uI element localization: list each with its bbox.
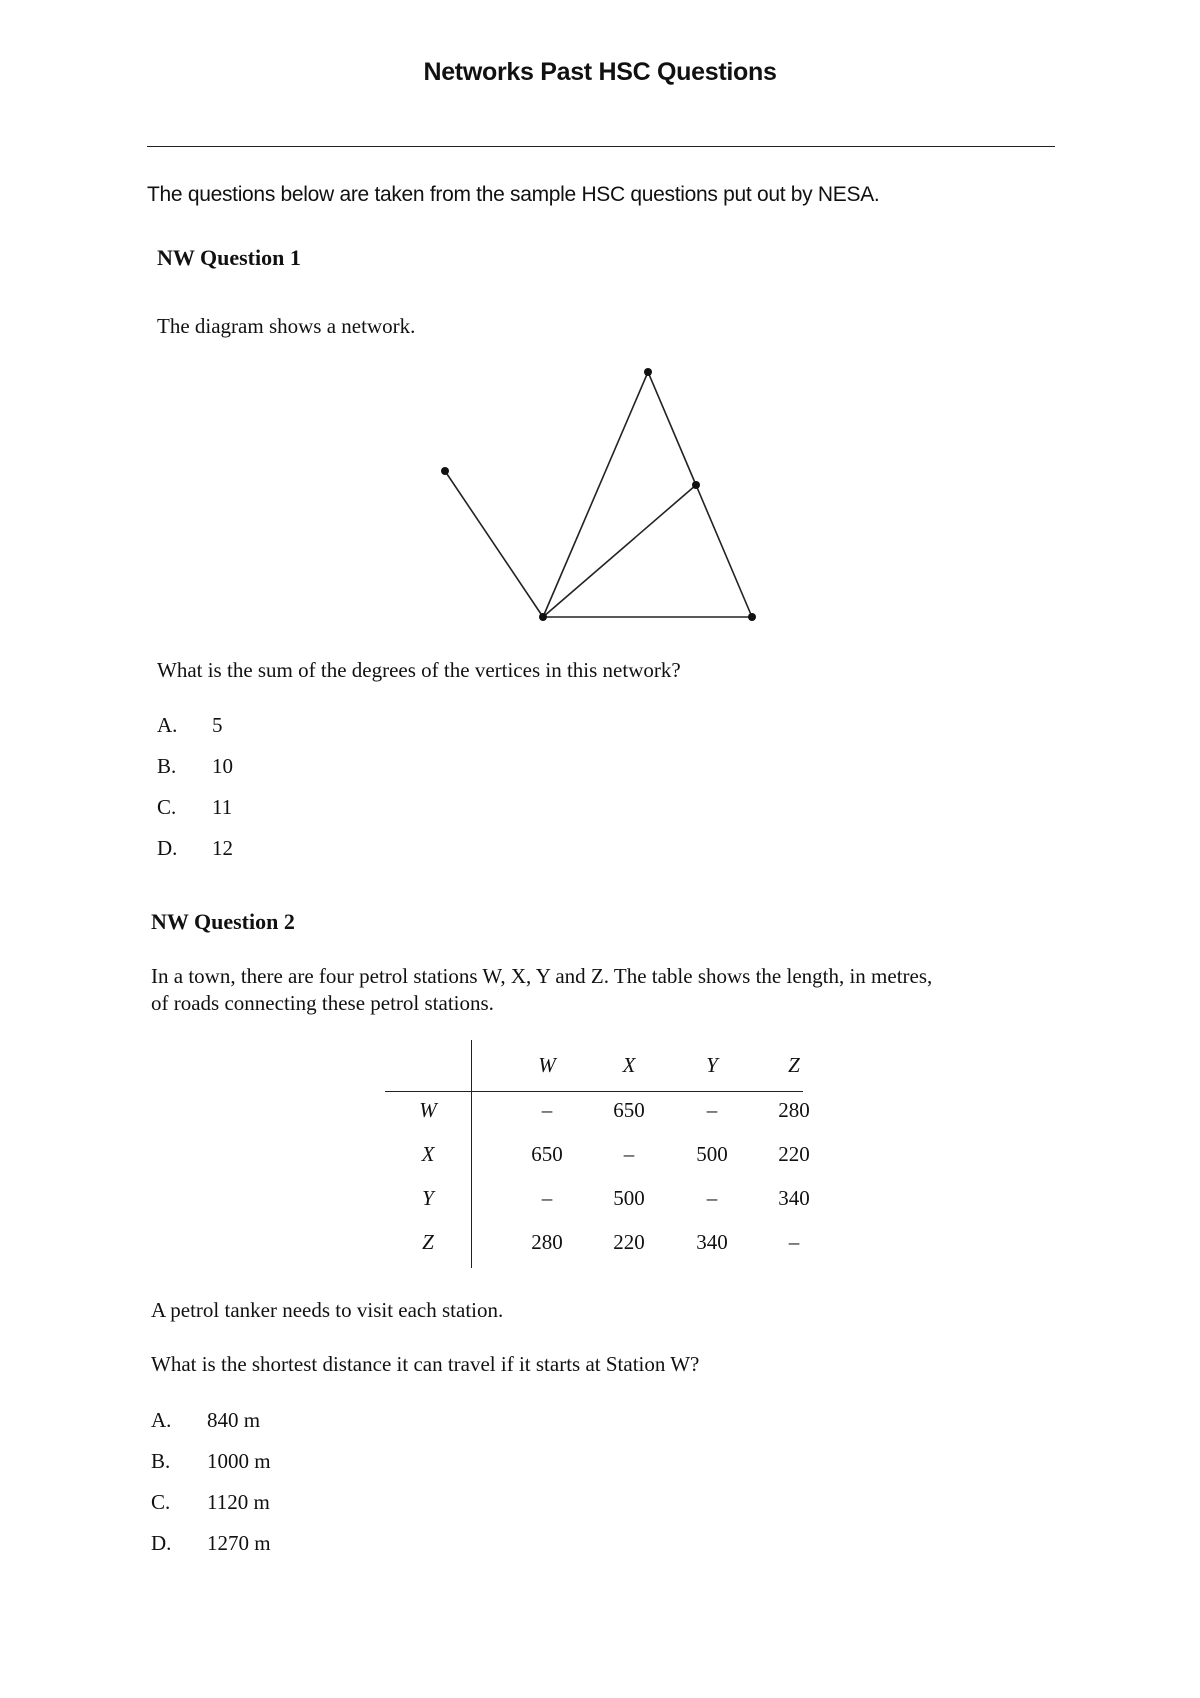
table-vertical-rule <box>471 1040 472 1268</box>
table-cell: – <box>706 1098 718 1122</box>
q2-option-b[interactable] <box>151 1449 331 1479</box>
row-header-x: X <box>421 1142 435 1166</box>
table-cell: – <box>541 1098 553 1122</box>
option-value: 1120 m <box>207 1490 270 1514</box>
q1-option-a[interactable] <box>157 713 277 743</box>
option-letter: B. <box>157 754 177 778</box>
option-value: 840 m <box>207 1408 261 1432</box>
table-cell: 650 <box>613 1098 645 1122</box>
q1-text: The diagram shows a network. <box>157 314 416 338</box>
option-value: 12 <box>212 836 233 860</box>
q2-question: What is the shortest distance it can travel if it starts at Station W? <box>151 1352 700 1376</box>
q2-text-line1: In a town, there are four petrol stations W, X, Y and Z. The table shows the length, in metres, <box>151 964 933 988</box>
table-cell: 650 <box>531 1142 563 1166</box>
option-letter: A. <box>157 713 178 737</box>
q1-option-b[interactable] <box>157 754 277 784</box>
table-cell: 280 <box>778 1098 810 1122</box>
option-letter: D. <box>151 1531 172 1555</box>
title-divider <box>147 146 1055 147</box>
q2-option-c[interactable] <box>151 1490 331 1520</box>
table-cell: – <box>541 1186 553 1210</box>
network-vertex <box>644 368 652 376</box>
network-edge <box>445 471 543 617</box>
q1-heading: NW Question 1 <box>157 245 301 270</box>
distance-table <box>385 1040 810 1270</box>
table-cell: – <box>706 1186 718 1210</box>
network-vertex <box>692 481 700 489</box>
network-edge <box>696 485 752 617</box>
table-cell: 280 <box>531 1230 563 1254</box>
q1-option-c[interactable] <box>157 795 277 825</box>
table-cell: 340 <box>696 1230 728 1254</box>
table-cell: 340 <box>778 1186 810 1210</box>
intro-text: The questions below are taken from the sample HSC questions put out by NESA. <box>147 183 880 206</box>
network-edge <box>648 372 696 485</box>
row-header-z: Z <box>422 1230 434 1254</box>
option-value: 1270 m <box>207 1531 271 1555</box>
col-header-x: X <box>622 1053 636 1077</box>
option-letter: C. <box>151 1490 171 1514</box>
network-vertex <box>748 613 756 621</box>
option-letter: A. <box>151 1408 172 1432</box>
q2-text-line2: of roads connecting these petrol stations. <box>151 991 494 1015</box>
table-cell: 220 <box>613 1230 645 1254</box>
col-header-z: Z <box>788 1053 800 1077</box>
option-value: 10 <box>212 754 233 778</box>
q2-option-a[interactable] <box>151 1408 331 1438</box>
table-horizontal-rule <box>385 1091 803 1092</box>
row-header-w: W <box>419 1098 437 1122</box>
network-edge <box>543 485 696 617</box>
q1-option-d[interactable] <box>157 836 277 866</box>
option-value: 1000 m <box>207 1449 271 1473</box>
network-edge <box>543 372 648 617</box>
q2-option-d[interactable] <box>151 1531 331 1561</box>
col-header-y: Y <box>706 1053 718 1077</box>
option-value: 5 <box>212 713 223 737</box>
network-vertex <box>539 613 547 621</box>
q2-heading: NW Question 2 <box>151 909 295 934</box>
row-header-y: Y <box>422 1186 434 1210</box>
option-letter: C. <box>157 795 177 819</box>
table-cell: 220 <box>778 1142 810 1166</box>
option-letter: D. <box>157 836 178 860</box>
table-cell: 500 <box>696 1142 728 1166</box>
option-value: 11 <box>212 795 233 819</box>
page-title: Networks Past HSC Questions <box>423 58 777 86</box>
network-diagram <box>420 355 760 625</box>
table-cell: 500 <box>613 1186 645 1210</box>
network-vertex <box>441 467 449 475</box>
q2-text2: A petrol tanker needs to visit each station. <box>151 1298 504 1322</box>
table-cell: – <box>623 1142 635 1166</box>
table-cell: – <box>788 1230 800 1254</box>
q1-question: What is the sum of the degrees of the vertices in this network? <box>157 658 681 682</box>
col-header-w: W <box>538 1053 556 1077</box>
option-letter: B. <box>151 1449 171 1473</box>
